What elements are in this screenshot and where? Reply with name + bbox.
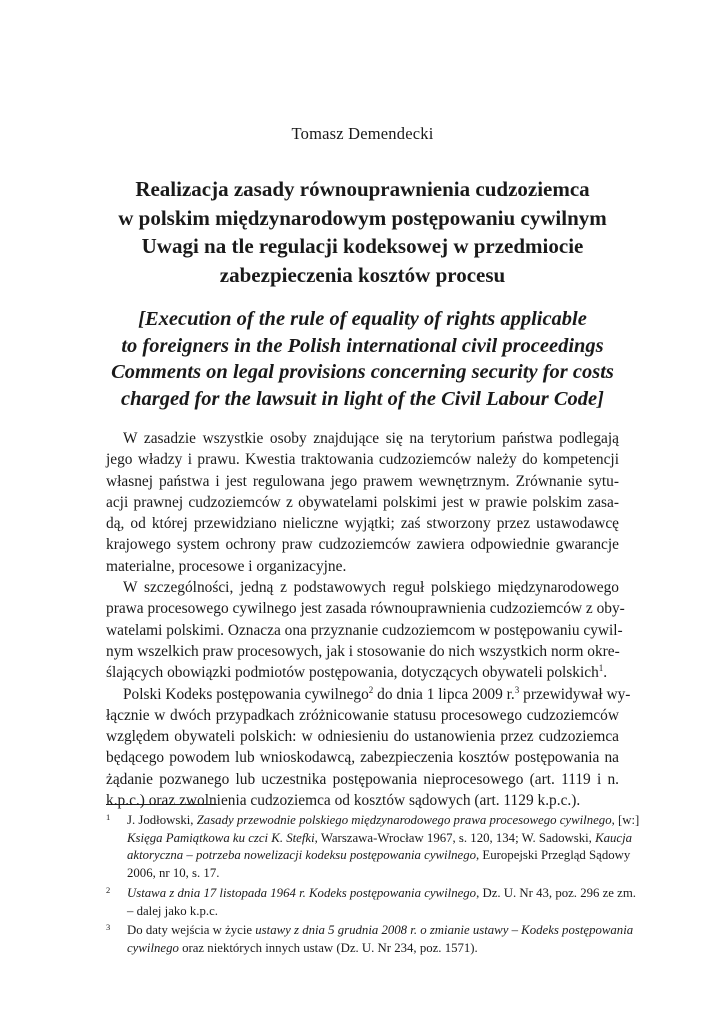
- footnote-line: [127, 830, 633, 848]
- paragraph-1: [106, 428, 619, 577]
- footnote-text: , [w:]: [611, 813, 640, 827]
- footnote-separator: [106, 804, 217, 805]
- paragraph-2: [106, 577, 625, 683]
- footnote-1: [106, 812, 640, 883]
- text-line-content: do dnia 1 lipca 2009 r.: [373, 685, 515, 703]
- title-polish-line: w polskim międzynarodowym postępowaniu cywilnym: [118, 205, 607, 230]
- text-line-content: przewidywał wy-: [519, 685, 631, 703]
- footnote-text: , Europejski Przegląd Sądowy: [476, 848, 631, 863]
- text-line: [106, 428, 619, 449]
- text-line: jego władzy i prawu. Kwestia traktowania cudzoziemców należy do kompetencji: [106, 451, 619, 469]
- text-line: nym wszelkich praw procesowych, jak i stosowanie do nich wszystkich norm okre-: [106, 642, 620, 660]
- footnote-text: aktoryczna – potrzeba nowelizacji kodeksu postępowania cywilnego: [127, 848, 477, 863]
- title-english-line: to foreigners in the Polish international civil proceedings: [121, 334, 604, 357]
- footnote-ref: 3: [514, 684, 520, 695]
- footnote-line: [127, 847, 631, 865]
- text-line: [106, 577, 619, 598]
- text-line: prawa procesowego cywilnego jest zasada równouprawnienia cudzoziemców z oby-: [106, 600, 625, 618]
- text-line: k.p.c.) oraz zwolnienia cudzoziemca od kosztów sądowych (art. 1129 k.p.c.).: [106, 792, 581, 810]
- footnote-text: Kaucja: [595, 830, 633, 845]
- title-english-line: charged for the lawsuit in light of the Civil Labour Code]: [121, 387, 604, 410]
- text-line-content: Polski Kodeks postępowania cywilnego: [123, 685, 369, 703]
- footnote-2: [106, 884, 636, 920]
- footnote-text: cywilnego: [127, 940, 179, 955]
- footnote-text: , Dz. U. Nr 43, poz. 296 ze zm.: [476, 885, 636, 900]
- text-line-content: W szczególności, jedną z podstawowych reguł polskiego międzynarodowego: [123, 579, 619, 597]
- title-polish-line: zabezpieczenia kosztów procesu: [219, 262, 506, 287]
- text-line: dą, od której przewidziano nieliczne wyjątki; zaś stworzony przez ustawodawcę: [106, 515, 619, 533]
- footnote-line: [127, 885, 636, 903]
- footnotes: [106, 812, 640, 958]
- footnote-line: [127, 940, 619, 958]
- text-line: acji prawnej cudzoziemców z obywatelami polskimi jest w prawie polskim zasa-: [106, 493, 619, 511]
- footnote-line: 2006, nr 10, s. 17.: [127, 866, 220, 881]
- text-line: [106, 662, 619, 683]
- title-english: [90, 306, 635, 412]
- text-line: własnej państwa i jest regulowana jego prawem wewnętrznym. Zrównanie sytu-: [106, 472, 619, 490]
- footnote-3: [106, 922, 634, 957]
- title-polish-line: Uwagi na tle regulacji kodeksowej w przedmiocie: [141, 234, 584, 258]
- text-line-content: W zasadzie wszystkie osoby znajdujące się na terytorium państwa podlegają: [123, 430, 619, 447]
- text-line: krajowego system ochrony praw cudzoziemców zawiera odpowiednie gwarancje: [106, 536, 619, 554]
- title-english-line: [Execution of the rule of equality of rights applicable: [138, 308, 587, 330]
- text-line-content: .: [603, 664, 608, 682]
- footnote-ref: 1: [598, 663, 604, 674]
- text-line: [106, 684, 631, 705]
- text-line: watelami polskimi. Oznacza ona przyznanie cudzoziemcom w postępowaniu cywil-: [106, 621, 623, 639]
- footnote-number: 2: [106, 884, 111, 895]
- footnote-line: [127, 922, 634, 940]
- text-line: żądanie pozwanego lub uczestnika postępowania nieprocesowego (art. 1119 i n.: [106, 770, 619, 788]
- footnote-text: Ustawa z dnia 17 listopada 1964 r. Kodeks postępowania cywilnego: [127, 885, 477, 900]
- text-line: materialne, procesowe i organizacyjne.: [106, 557, 347, 575]
- text-line: łącznie w dwóch przypadkach zróżnicowanie statusu procesowego cudzoziemców: [106, 706, 619, 724]
- body-text: [106, 428, 631, 811]
- footnote-text: , Warszawa-Wrocław 1967, s. 120, 134; W. Sadowski,: [314, 830, 596, 845]
- footnote-text: J. Jodłowski,: [127, 813, 197, 827]
- footnote-number: 1: [106, 812, 111, 822]
- title-english-line: Comments on legal provisions concerning security for costs: [111, 361, 614, 383]
- footnote-line: [127, 812, 640, 830]
- text-line: będącego powodem lub wnioskodawcą, zabezpieczenia kosztów postępowania na: [106, 749, 619, 767]
- title-polish-line: Realizacja zasady równouprawnienia cudzoziemca: [135, 177, 590, 201]
- title-polish: [90, 175, 635, 289]
- footnote-text: Zasady przewodnie polskiego międzynarodowego prawa procesowego cywilnego: [196, 813, 612, 827]
- text-line: względem obywateli polskich: w odniesieniu do ustanowienia przez cudzoziemca: [106, 728, 619, 746]
- footnote-text: oraz niektórych innych ustaw (Dz. U. Nr 234, poz. 1571).: [178, 940, 478, 955]
- paragraph-3: [106, 684, 631, 812]
- text-line-content: ślających obowiązki podmiotów postępowania, dotyczących obywateli polskich: [106, 664, 599, 682]
- footnote-number: 3: [106, 922, 111, 933]
- footnote-text: Do daty wejścia w życie: [127, 923, 256, 938]
- footnote-text: ustawy z dnia 5 grudnia 2008 r. o zmianie ustawy – Kodeks postępowania: [255, 923, 634, 938]
- footnote-line: – dalej jako k.p.c.: [127, 903, 218, 918]
- footnote-text: Księga Pamiątkowa ku czci K. Stefki: [127, 830, 315, 845]
- footnote-ref: 2: [368, 684, 374, 695]
- author-name: Tomasz Demendecki: [291, 124, 434, 143]
